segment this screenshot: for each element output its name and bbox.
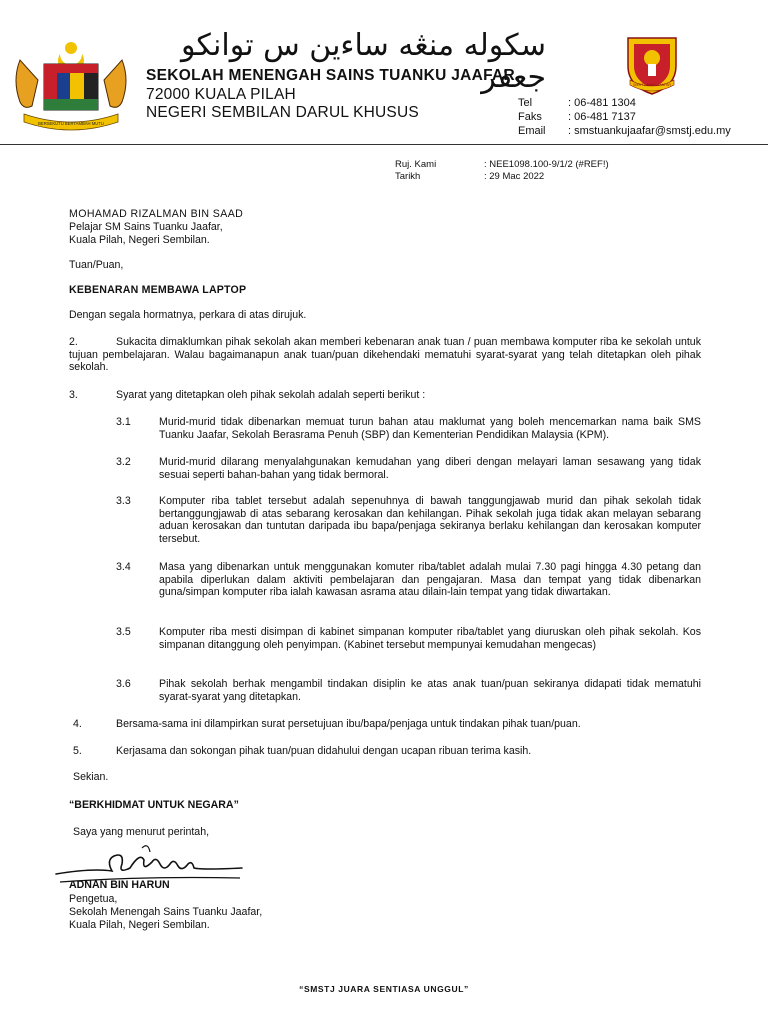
- paragraph-text: Bersama-sama ini dilampirkan surat persetujuan ibu/bapa/penjaga untuk tindakan pihak tuan/puan.: [116, 718, 581, 730]
- motto: “BERKHIDMAT UNTUK NEGARA”: [69, 799, 239, 811]
- recipient-name: MOHAMAD RIZALMAN BIN SAAD: [69, 208, 244, 220]
- paragraph-number: 4.: [73, 718, 82, 730]
- contact-value[interactable]: : smstuankujaafar@smstj.edu.my: [568, 125, 731, 137]
- paragraph-text: Sukacita dimaklumkan pihak sekolah akan memberi kebenaran anak tuan / puan membawa komputer riba ke sekolah untuk tujuan pembelajaran. Walau bagaimanapun anak tuan/puan dikehendaki mematuhi syarat-syarat yang telah ditetapkan oleh pihak sekolah.: [69, 336, 701, 374]
- condition-text: Komputer riba tablet tersebut adalah sepenuhnya di bawah tanggungjawab murid dan pihak sekolah tidak bertanggungjawab di atas sebarang kerosakan dan kehilangan. Pihak sekolah juga tidak akan melayan sebarang aduan kerosakan dan tuntutan daripada ibu bapa/penjaga sekiranya berlaku kehilangan dan kerosakan komputer tersebut.: [159, 495, 701, 545]
- condition-number: 3.2: [116, 456, 131, 468]
- condition-text: Murid-murid dilarang menyalahgunakan kemudahan yang diberi dengan melayari laman sesawang yang tidak sesuai seperti bahan-bahan yang tidak bermoral.: [159, 456, 701, 481]
- condition-text: Pihak sekolah berhak mengambil tindakan disiplin ke atas anak tuan/puan sekiranya didapati tidak mematuhi syarat-syarat yang ditetapkan.: [159, 678, 701, 703]
- date-value: : 29 Mac 2022: [484, 171, 545, 182]
- emblem-motto: BERSEKUTU BERTAMBAH MUTU: [38, 121, 104, 126]
- recipient-line2: Pelajar SM Sains Tuanku Jaafar,: [69, 221, 223, 233]
- condition-number: 3.3: [116, 495, 131, 507]
- signatory-title: Pengetua,: [69, 893, 118, 905]
- condition-text: Murid-murid tidak dibenarkan memuat turun bahan atau maklumat yang boleh mencemarkan nama baik SMS Tuanku Jaafar, Sekolah Berasrama Penuh (SBP) dan Kementerian Pendidikan Malaysia (KPM).: [159, 416, 701, 441]
- contact-label: Tel: [518, 97, 533, 109]
- condition-number: 3.1: [116, 416, 131, 428]
- header-divider: [0, 144, 768, 145]
- closing-word: Sekian.: [73, 771, 109, 783]
- coat-of-arms-emblem: [10, 40, 132, 132]
- contact-label: Email: [518, 125, 546, 137]
- ref-value: : NEE1098.100-9/1/2 (#REF!): [484, 159, 609, 170]
- footer-slogan: “SMSTJ JUARA SENTIASA UNGGUL”: [299, 984, 469, 994]
- signatory-line2: Sekolah Menengah Sains Tuanku Jaafar,: [69, 906, 263, 918]
- contact-label: Faks: [518, 111, 542, 123]
- condition-number: 3.4: [116, 561, 131, 573]
- condition-text: Masa yang dibenarkan untuk menggunakan komuter riba/tablet adalah mulai 7.30 pagi hingga 4.30 petang dan apabila diperlukan dalam aktiviti pembelajaran dan pengajaran. Masa dan tempat yang tidak dibenarkan guna/simpan komputer riba ialah kawasan asrama atau dilain-lain tempat yang tidak diwartakan.: [159, 561, 701, 599]
- date-label: Tarikh: [395, 171, 421, 182]
- paragraph-number: 3.: [69, 389, 78, 401]
- signatory-line3: Kuala Pilah, Negeri Sembilan.: [69, 919, 210, 931]
- school-address-line2: NEGERI SEMBILAN DARUL KHUSUS: [146, 104, 419, 121]
- paragraph-number: 5.: [73, 745, 82, 757]
- paragraph-number: 2.: [69, 336, 78, 348]
- salutation: Tuan/Puan,: [69, 259, 124, 271]
- by-order-line: Saya yang menurut perintah,: [73, 826, 210, 838]
- school-name: SEKOLAH MENENGAH SAINS TUANKU JAAFAR: [146, 67, 516, 84]
- ref-label: Ruj. Kami: [395, 159, 437, 170]
- recipient-line3: Kuala Pilah, Negeri Sembilan.: [69, 234, 210, 246]
- signatory-name: ADNAN BIN HARUN: [69, 879, 170, 891]
- crest-text: SMS TUANKU JAAFAR: [632, 83, 672, 87]
- contact-value: : 06-481 1304: [568, 97, 636, 109]
- paragraph-text: Syarat yang ditetapkan oleh pihak sekolah adalah seperti berikut :: [116, 389, 426, 401]
- school-crest-logo: [624, 34, 680, 96]
- condition-number: 3.6: [116, 678, 131, 690]
- arabic-school-name: سكوله منڠه ساءين س توانكو جعفر: [180, 28, 546, 95]
- opening-line: Dengan segala hormatnya, perkara di atas dirujuk.: [69, 309, 307, 321]
- school-address-line1: 72000 KUALA PILAH: [146, 86, 296, 103]
- paragraph-text: Kerjasama dan sokongan pihak tuan/puan didahului dengan ucapan ribuan terima kasih.: [116, 745, 532, 757]
- condition-number: 3.5: [116, 626, 131, 638]
- condition-text: Komputer riba mesti disimpan di kabinet simpanan komputer riba/tablet yang diuruskan oleh pihak sekolah. Kos simpanan ditanggung oleh penyimpan. (Kabinet tersebut mempunyai kemudahan mengecas): [159, 626, 701, 651]
- subject-heading: KEBENARAN MEMBAWA LAPTOP: [69, 284, 247, 296]
- contact-value: : 06-481 7137: [568, 111, 636, 123]
